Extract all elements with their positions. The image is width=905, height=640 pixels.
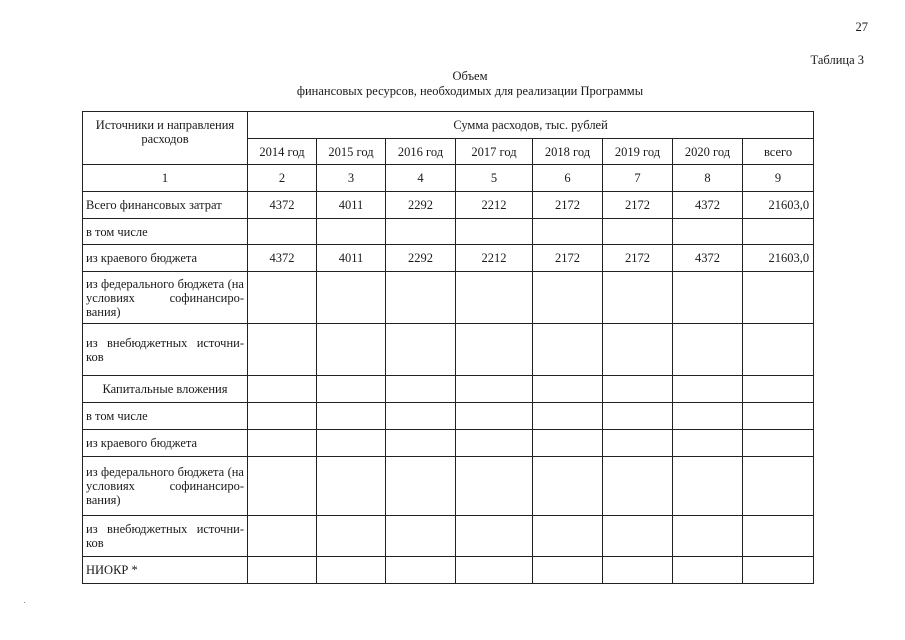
table-cell: 21603,0 xyxy=(743,192,814,219)
table-cell: 2292 xyxy=(386,192,456,219)
table-cell xyxy=(743,430,814,457)
table-cell xyxy=(743,557,814,584)
scan-speck xyxy=(24,602,25,603)
table-cell xyxy=(317,430,386,457)
table-cell xyxy=(456,516,533,557)
table-cell xyxy=(673,516,743,557)
table-cell xyxy=(603,430,673,457)
table-cell xyxy=(248,324,317,376)
table-label: Таблица 3 xyxy=(810,53,864,67)
table-cell xyxy=(248,376,317,403)
table-cell xyxy=(673,557,743,584)
header-total: всего xyxy=(743,139,814,165)
row-label: из федерального бюджета (на условиях софинансиро-вания) xyxy=(83,272,248,324)
table-cell xyxy=(386,376,456,403)
table-cell xyxy=(386,219,456,245)
table-cell xyxy=(533,557,603,584)
page-number: 27 xyxy=(855,20,868,34)
row-label: из краевого бюджета xyxy=(83,430,248,457)
table-row xyxy=(83,516,814,557)
table-cell xyxy=(673,324,743,376)
table-cell xyxy=(317,376,386,403)
table-row xyxy=(83,272,814,324)
table-caption-line-1: Объем xyxy=(452,69,488,83)
table-cell xyxy=(386,403,456,430)
table-cell xyxy=(456,376,533,403)
financial-resources-table xyxy=(82,111,814,584)
table-cell: 2172 xyxy=(603,245,673,272)
table-cell xyxy=(456,219,533,245)
table-cell xyxy=(603,516,673,557)
header-year-2017: 2017 год xyxy=(456,139,533,165)
table-cell: 4372 xyxy=(673,192,743,219)
header-sum-title: Сумма расходов, тыс. рублей xyxy=(248,112,814,139)
table-cell xyxy=(386,324,456,376)
table-cell xyxy=(603,324,673,376)
table-cell: 4372 xyxy=(248,192,317,219)
table-cell xyxy=(317,457,386,516)
table-cell xyxy=(317,516,386,557)
table-cell xyxy=(456,324,533,376)
column-number: 9 xyxy=(743,165,814,192)
column-number: 5 xyxy=(456,165,533,192)
table-cell xyxy=(533,272,603,324)
table-cell xyxy=(533,516,603,557)
table-cell xyxy=(248,403,317,430)
table-cell xyxy=(317,557,386,584)
table-cell xyxy=(456,430,533,457)
table-cell xyxy=(673,272,743,324)
table-cell xyxy=(533,457,603,516)
table-cell xyxy=(386,430,456,457)
header-year-2014: 2014 год xyxy=(248,139,317,165)
header-year-2018: 2018 год xyxy=(533,139,603,165)
table-cell: 2212 xyxy=(456,192,533,219)
row-label: из внебюджетных источни-ков xyxy=(83,516,248,557)
table-cell xyxy=(743,272,814,324)
table-row xyxy=(83,457,814,516)
table-cell xyxy=(456,403,533,430)
row-label: Капитальные вложения xyxy=(83,376,248,403)
column-number: 6 xyxy=(533,165,603,192)
table-row xyxy=(83,324,814,376)
table-row xyxy=(83,430,814,457)
table-cell xyxy=(673,376,743,403)
table-cell xyxy=(743,457,814,516)
table-cell xyxy=(386,516,456,557)
column-number: 4 xyxy=(386,165,456,192)
table-cell xyxy=(456,557,533,584)
column-number: 3 xyxy=(317,165,386,192)
table-cell xyxy=(603,457,673,516)
table-cell: 4372 xyxy=(248,245,317,272)
row-label: Всего финансовых затрат xyxy=(83,192,248,219)
table-cell xyxy=(248,457,317,516)
table-row xyxy=(83,557,814,584)
table-cell xyxy=(743,516,814,557)
header-year-2020: 2020 год xyxy=(673,139,743,165)
table-cell xyxy=(386,272,456,324)
table-cell xyxy=(743,376,814,403)
table-cell xyxy=(248,219,317,245)
table-row xyxy=(83,245,814,272)
table-cell: 2292 xyxy=(386,245,456,272)
column-number: 2 xyxy=(248,165,317,192)
table-cell xyxy=(317,403,386,430)
table-cell xyxy=(673,430,743,457)
table-cell xyxy=(603,219,673,245)
row-label: из краевого бюджета xyxy=(83,245,248,272)
column-number: 1 xyxy=(83,165,248,192)
table-cell: 4011 xyxy=(317,245,386,272)
column-number: 8 xyxy=(673,165,743,192)
table-caption-line-2: финансовых ресурсов, необходимых для реализации Программы xyxy=(296,84,644,98)
header-year-2019: 2019 год xyxy=(603,139,673,165)
table-cell xyxy=(533,219,603,245)
numbering-row xyxy=(83,165,814,192)
table-cell xyxy=(533,324,603,376)
table-cell: 4372 xyxy=(673,245,743,272)
table-cell xyxy=(603,376,673,403)
table-cell: 2172 xyxy=(603,192,673,219)
table-cell xyxy=(603,557,673,584)
table-cell xyxy=(533,403,603,430)
table-row xyxy=(83,192,814,219)
table-cell xyxy=(386,557,456,584)
table-cell: 2212 xyxy=(456,245,533,272)
table-cell xyxy=(603,403,673,430)
table-cell xyxy=(673,457,743,516)
table-cell xyxy=(673,219,743,245)
row-label: в том числе xyxy=(83,403,248,430)
table-cell xyxy=(456,457,533,516)
table-cell xyxy=(603,272,673,324)
table-row xyxy=(83,403,814,430)
table-cell xyxy=(533,376,603,403)
table-cell xyxy=(248,557,317,584)
table-cell xyxy=(386,457,456,516)
table-cell xyxy=(743,219,814,245)
header-source-column: Источники и направления расходов xyxy=(83,112,248,165)
table-cell xyxy=(456,272,533,324)
row-label: из внебюджетных источни-ков xyxy=(83,324,248,376)
table-cell xyxy=(248,516,317,557)
table-cell xyxy=(248,430,317,457)
table-cell xyxy=(317,324,386,376)
table-cell: 2172 xyxy=(533,192,603,219)
table-cell xyxy=(743,324,814,376)
header-year-2016: 2016 год xyxy=(386,139,456,165)
header-row-1 xyxy=(83,112,814,139)
row-label: НИОКР * xyxy=(83,557,248,584)
table-cell xyxy=(673,403,743,430)
row-label: из федерального бюджета (на условиях софинансиро-вания) xyxy=(83,457,248,516)
table-cell xyxy=(317,272,386,324)
table-cell xyxy=(248,272,317,324)
table-row xyxy=(83,219,814,245)
table-cell xyxy=(743,403,814,430)
table-cell: 21603,0 xyxy=(743,245,814,272)
table-cell: 2172 xyxy=(533,245,603,272)
table-row xyxy=(83,376,814,403)
table-cell xyxy=(533,430,603,457)
row-label: в том числе xyxy=(83,219,248,245)
header-year-2015: 2015 год xyxy=(317,139,386,165)
table-cell: 4011 xyxy=(317,192,386,219)
table-cell xyxy=(317,219,386,245)
column-number: 7 xyxy=(603,165,673,192)
